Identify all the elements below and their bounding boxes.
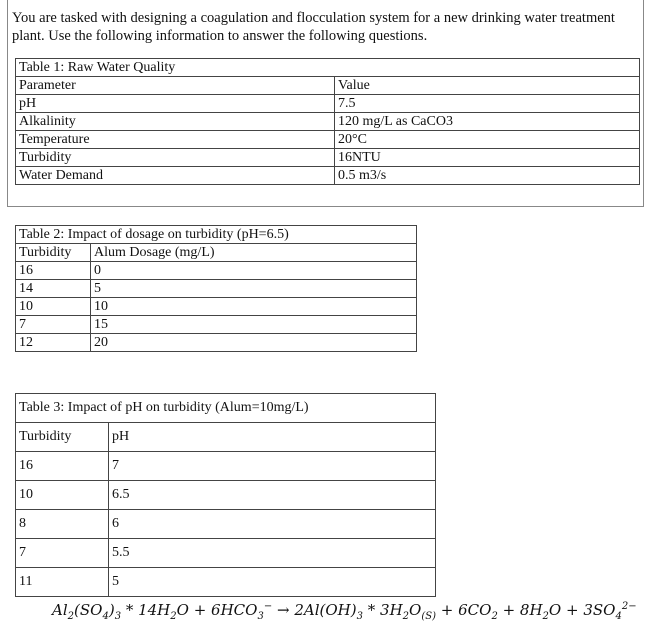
- table-row: [16, 113, 640, 131]
- table-row: [16, 280, 417, 298]
- table-cell: pH: [16, 95, 335, 113]
- table-row: [16, 95, 640, 113]
- table-cell: Turbidity: [16, 149, 335, 167]
- table-cell: 5: [91, 280, 417, 298]
- table-header-row: [16, 423, 436, 452]
- table-caption-row: [16, 394, 436, 423]
- table-row: [16, 149, 640, 167]
- table-cell: 120 mg/L as CaCO3: [335, 113, 640, 131]
- table-caption-row: [16, 59, 640, 77]
- column-header: Value: [335, 77, 640, 95]
- table-raw-water-quality: [15, 58, 640, 185]
- table-row: [16, 262, 417, 280]
- column-header: Turbidity: [16, 244, 91, 262]
- intro-paragraph: You are tasked with designing a coagulation and flocculation system for a new drinking water treatment plant. Use the following information to answer the following questions.: [12, 10, 615, 44]
- table-cell: 5: [109, 568, 436, 597]
- table-row: [16, 316, 417, 334]
- table-cell: Temperature: [16, 131, 335, 149]
- table-row: [16, 131, 640, 149]
- table-ph-impact: [15, 393, 436, 597]
- table-cell: 16: [16, 262, 91, 280]
- table-cell: 20°C: [335, 131, 640, 149]
- column-header: Parameter: [16, 77, 335, 95]
- table-row: [16, 539, 436, 568]
- table-cell: 6: [109, 510, 436, 539]
- table-cell: 14: [16, 280, 91, 298]
- table-cell: 7: [16, 316, 91, 334]
- table-caption-row: [16, 226, 417, 244]
- table-cell: 7: [16, 539, 109, 568]
- table-row: [16, 481, 436, 510]
- column-header: pH: [109, 423, 436, 452]
- table-cell: 7: [109, 452, 436, 481]
- table-cell: 8: [16, 510, 109, 539]
- table-caption: Table 1: Raw Water Quality: [16, 59, 640, 77]
- table-cell: 6.5: [109, 481, 436, 510]
- table-cell: 10: [16, 298, 91, 316]
- table-cell: 5.5: [109, 539, 436, 568]
- table-cell: 16NTU: [335, 149, 640, 167]
- table-caption: Table 3: Impact of pH on turbidity (Alum=10mg/L): [16, 394, 436, 423]
- column-header: Turbidity: [16, 423, 109, 452]
- table-row: [16, 334, 417, 352]
- table-header-row: [16, 77, 640, 95]
- column-header: Alum Dosage (mg/L): [91, 244, 417, 262]
- table-cell: 15: [91, 316, 417, 334]
- table-row: [16, 452, 436, 481]
- alum-reaction-equation: $Al_2(SO_4)_3 * 14H_2O + 6HCO_3^- \to 2Al(OH)_3 * 3H_2O_{(S)} + 6CO_2 + 8H_2O + 3SO_4^{2-}$: [52, 601, 637, 622]
- table-cell: 16: [16, 452, 109, 481]
- table-cell: 11: [16, 568, 109, 597]
- table-cell: 0.5 m3/s: [335, 167, 640, 185]
- table-cell: 10: [91, 298, 417, 316]
- table-dosage-impact: [15, 225, 417, 352]
- table-cell: 20: [91, 334, 417, 352]
- table-cell: 12: [16, 334, 91, 352]
- table-cell: 0: [91, 262, 417, 280]
- table-cell: Alkalinity: [16, 113, 335, 131]
- table-header-row: [16, 244, 417, 262]
- table-row: [16, 167, 640, 185]
- table-row: [16, 298, 417, 316]
- table-caption: Table 2: Impact of dosage on turbidity (pH=6.5): [16, 226, 417, 244]
- table-row: [16, 510, 436, 539]
- table-cell: 7.5: [335, 95, 640, 113]
- table-cell: Water Demand: [16, 167, 335, 185]
- table-cell: 10: [16, 481, 109, 510]
- table-row: [16, 568, 436, 597]
